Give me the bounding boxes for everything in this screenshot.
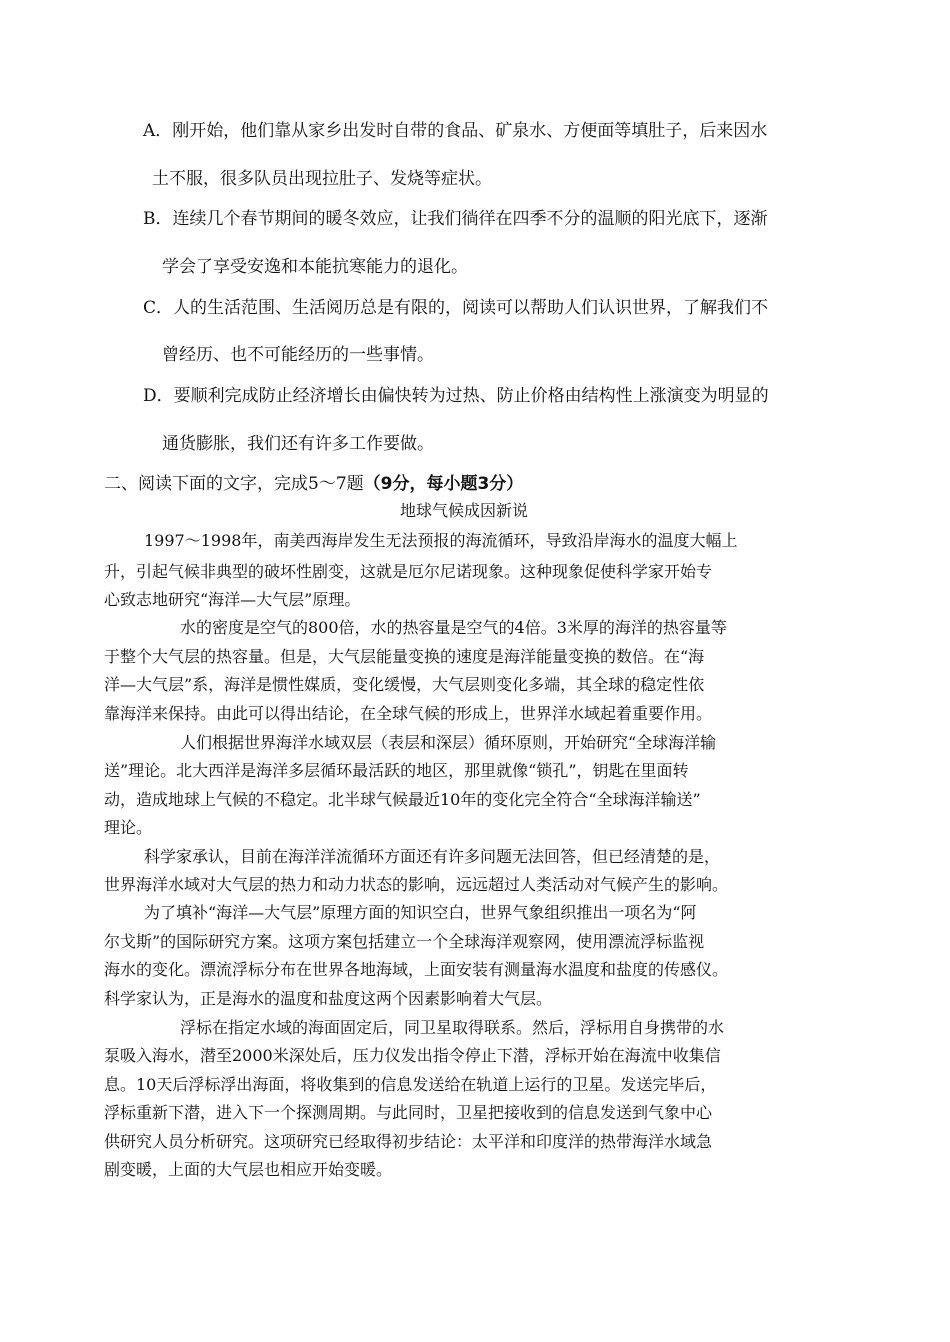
paragraph-line: 靠海洋来保持。由此可以得出结论，在全球气候的形成上，世界洋水域起着重要作用。 [104, 704, 713, 723]
option-c-line-1: C．人的生活范围、生活阅历总是有限的，阅读可以帮助人们认识世界，了解我们不 [143, 298, 769, 318]
option-b-line-1: B．连续几个春节期间的暖冬效应，让我们徜徉在四季不分的温顺的阳光底下，逐渐 [143, 209, 768, 229]
section-score: （9分，每小题3分） [363, 474, 524, 494]
paragraph-line: 息。10天后浮标浮出海面，将收集到的信息发送给在轨道上运行的卫星。发送完毕后， [104, 1075, 717, 1094]
option-d-line-1: D．要顺利完成防止经济增长由偏快转为过热、防止价格由结构性上涨演变为明显的 [143, 386, 769, 406]
paragraph-line: 泵吸入海水，潜至2000米深处后，压力仪发出指令停止下潜，浮标开始在海流中收集信 [104, 1046, 721, 1065]
paragraph-line: 动，造成地球上气候的不稳定。北半球气候最近10年的变化完全符合“全球海洋输送” [104, 790, 701, 809]
paragraph-line: 海水的变化。漂流浮标分布在世界各地海域，上面安装有测量海水温度和盐度的传感仪。 [104, 960, 729, 979]
paragraph-line: 浮标重新下潜，进入下一个探测周期。与此同时，卫星把接收到的信息发送到气象中心 [104, 1103, 713, 1122]
option-b-line-2: 学会了享受安逸和本能抗寒能力的退化。 [162, 257, 468, 277]
paragraph-line: 世界海洋水域对大气层的热力和动力状态的影响，远远超过人类活动对气候产生的影响。 [104, 875, 729, 894]
paragraph-line: 供研究人员分析研究。这项研究已经取得初步结论：太平洋和印度洋的热带海洋水域急 [104, 1132, 713, 1151]
paragraph-line: 升，引起气候非典型的破坏性剧变，这就是厄尔尼诺现象。这种现象促使科学家开始专 [104, 562, 713, 581]
option-d-line-2: 通货膨胀，我们还有许多工作要做。 [162, 434, 434, 454]
paragraph-line: 剧变暖，上面的大气层也相应开始变暖。 [104, 1160, 393, 1179]
option-a-line-1: A．刚开始，他们靠从家乡出发时自带的食品、矿泉水、方便面等填肚子，后来因水 [143, 121, 768, 141]
section-heading [104, 473, 523, 495]
paragraph-line: 送”理论。北大西洋是海洋多层循环最活跃的地区，那里就像“锁孔”，钥匙在里面转 [104, 761, 689, 780]
option-a-line-2: 土不服，很多队员出现拉肚子、发烧等症状。 [152, 169, 492, 189]
paragraph-line: 心致志地研究“海洋—大气层”原理。 [104, 590, 361, 609]
paragraph-line: 于整个大气层的热容量。但是，大气层能量变换的速度是海洋能量变换的数倍。在“海 [104, 647, 705, 666]
paragraph-line: 浮标在指定水域的海面固定后，同卫星取得联系。然后，浮标用自身携带的水 [180, 1018, 725, 1037]
paragraph-line: 理论。 [104, 818, 153, 837]
paragraph-line: 人们根据世界海洋水域双层（表层和深层）循环原则，开始研究“全球海洋输 [180, 733, 717, 752]
paragraph-line: 尔戈斯”的国际研究方案。这项方案包括建立一个全球海洋观察网，使用漂流浮标监视 [104, 932, 705, 951]
option-c-line-2: 曾经历、也不可能经历的一些事情。 [162, 345, 434, 365]
paragraph-line: 科学家认为，正是海水的温度和盐度这两个因素影响着大气层。 [104, 989, 553, 1008]
paragraph-line: 水的密度是空气的800倍，水的热容量是空气的4倍。3米厚的海洋的热容量等 [180, 618, 727, 637]
paragraph-line: 为了填补“海洋—大气层”原理方面的知识空白，世界气象组织推出一项名为“阿 [144, 903, 697, 922]
paragraph-line: 洋—大气层”系，海洋是惯性媒质，变化缓慢，大气层则变化多端，其全球的稳定性依 [104, 675, 705, 694]
section-heading-text: 二、阅读下面的文字，完成5～7题 [104, 474, 364, 494]
article-title: 地球气候成因新说 [400, 501, 529, 520]
paragraph-line: 1997～1998年，南美西海岸发生无法预报的海流循环，导致沿岸海水的温度大幅上 [144, 531, 738, 550]
paragraph-line: 科学家承认，目前在海洋洋流循环方面还有许多问题无法回答，但已经清楚的是， [144, 847, 721, 866]
